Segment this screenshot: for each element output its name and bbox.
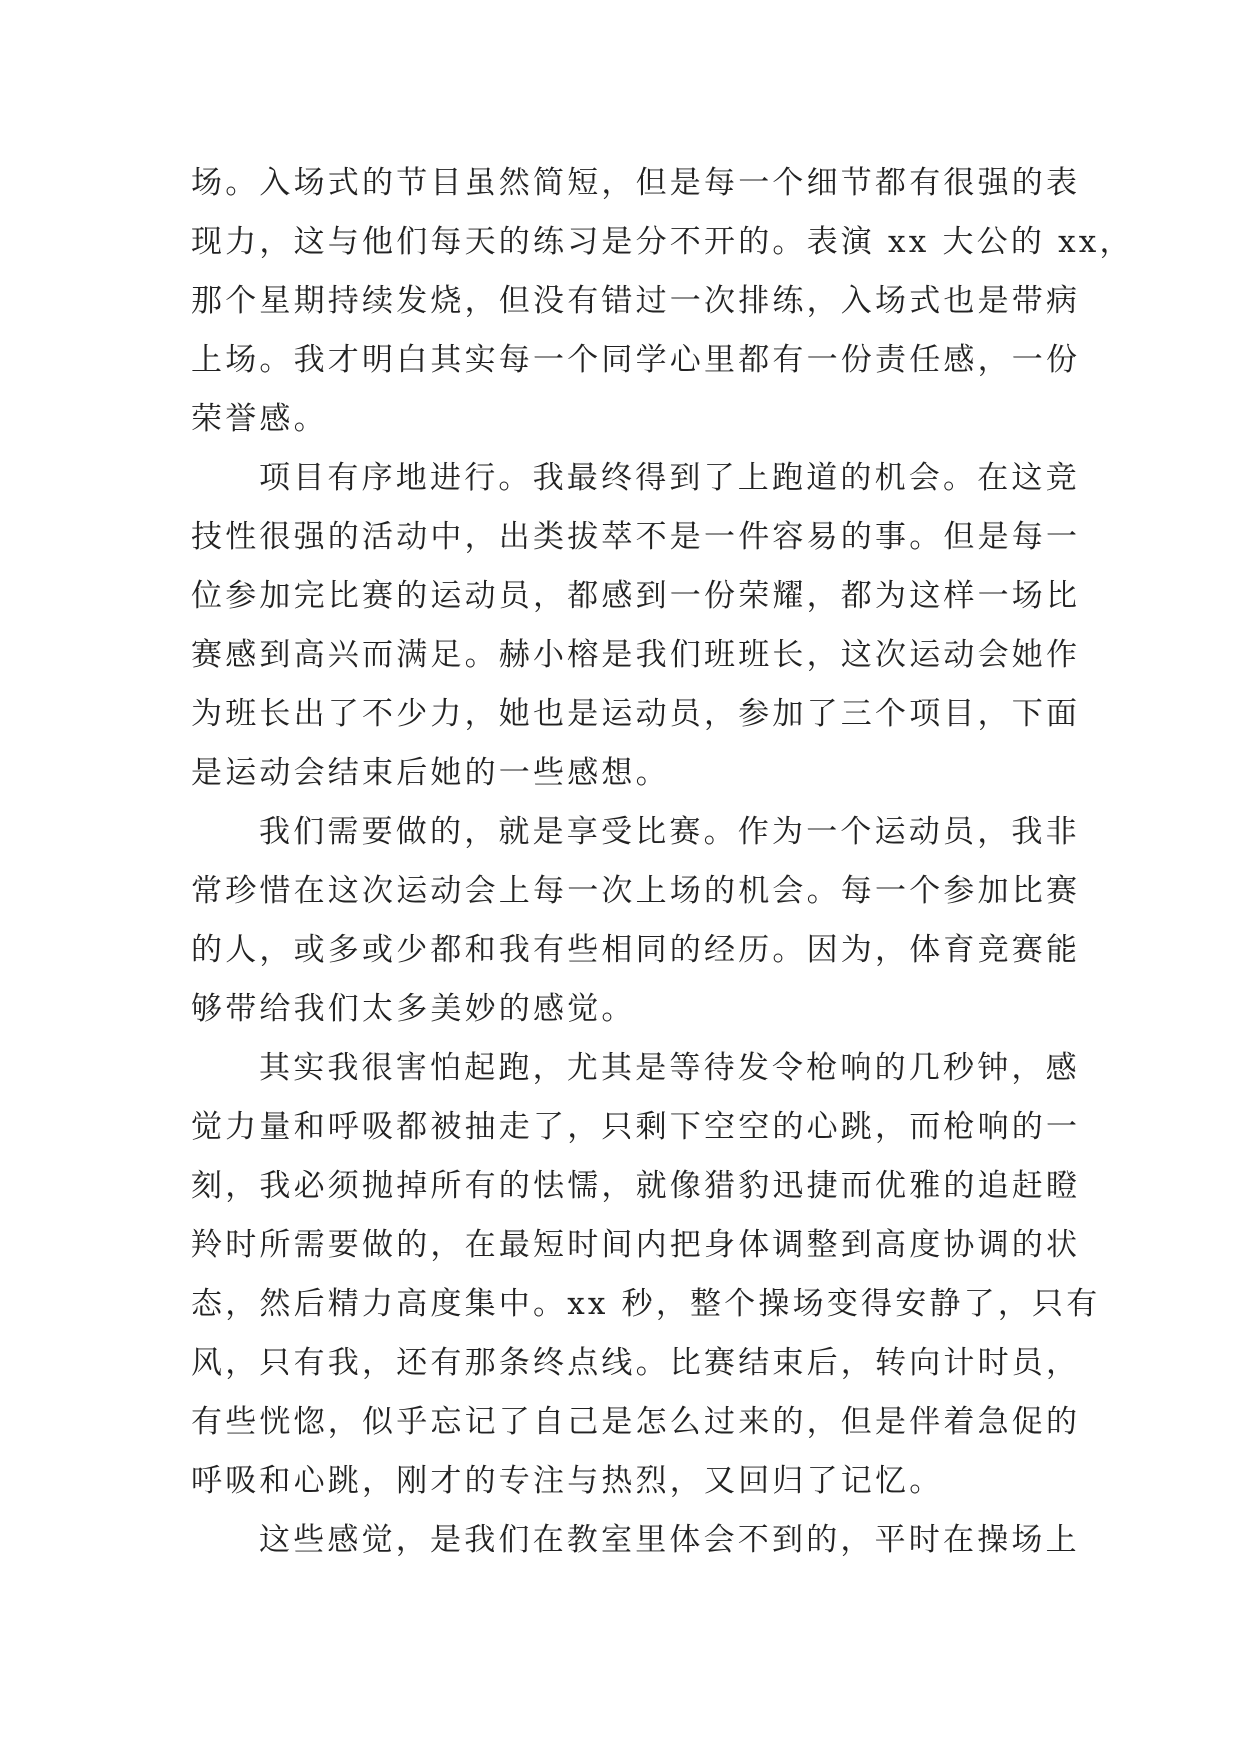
text-line: 项目有序地进行。我最终得到了上跑道的机会。在这竞 [259, 460, 1080, 496]
paragraph-2 [191, 449, 1081, 803]
text-line: 荣誉感。 [191, 401, 328, 437]
text-line: 其实我很害怕起跑，尤其是等待发令枪响的几秒钟，感 [259, 1050, 1080, 1086]
text-line: 这些感觉，是我们在教室里体会不到的，平时在操场上 [259, 1522, 1080, 1558]
text-line: 位参加完比赛的运动员，都感到一份荣耀，都为这样一场比 [191, 578, 1081, 614]
text-line: 够带给我们太多美妙的感觉。 [191, 991, 636, 1027]
text-line: 上场。我才明白其实每一个同学心里都有一份责任感，一份 [191, 342, 1081, 378]
text-line: 羚时所需要做的，在最短时间内把身体调整到高度协调的状 [191, 1227, 1081, 1263]
paragraph-4 [191, 1039, 1101, 1511]
text-line: 是运动会结束后她的一些感想。 [191, 755, 670, 791]
text-line: 现力，这与他们每天的练习是分不开的。表演 xx 大公的 xx， [191, 224, 1134, 260]
text-line: 常珍惜在这次运动会上每一次上场的机会。每一个参加比赛 [191, 873, 1081, 909]
paragraph-1 [191, 154, 1134, 449]
text-line: 我们需要做的，就是享受比赛。作为一个运动员，我非 [259, 814, 1080, 850]
text-line: 场。入场式的节目虽然简短，但是每一个细节都有很强的表 [191, 165, 1081, 201]
text-line: 技性很强的活动中，出类拔萃不是一件容易的事。但是每一 [191, 519, 1081, 555]
text-line: 赛感到高兴而满足。赫小榕是我们班班长，这次运动会她作 [191, 637, 1081, 673]
paragraph-3 [191, 803, 1081, 1039]
text-line: 刻，我必须抛掉所有的怯懦，就像猎豹迅捷而优雅的追赶瞪 [191, 1168, 1081, 1204]
text-line: 态，然后精力高度集中。xx 秒，整个操场变得安静了，只有 [191, 1286, 1101, 1322]
text-line: 有些恍惚，似乎忘记了自己是怎么过来的，但是伴着急促的 [191, 1404, 1081, 1440]
document-body [191, 154, 1134, 1570]
text-line: 为班长出了不少力，她也是运动员，参加了三个项目，下面 [191, 696, 1081, 732]
text-line: 呼吸和心跳，刚才的专注与热烈，又回归了记忆。 [191, 1463, 944, 1499]
text-line: 的人，或多或少都和我有些相同的经历。因为，体育竞赛能 [191, 932, 1081, 968]
text-line: 觉力量和呼吸都被抽走了，只剩下空空的心跳，而枪响的一 [191, 1109, 1081, 1145]
text-line: 风，只有我，还有那条终点线。比赛结束后，转向计时员， [191, 1345, 1081, 1381]
paragraph-5 [191, 1511, 1080, 1570]
text-line: 那个星期持续发烧，但没有错过一次排练，入场式也是带病 [191, 283, 1081, 319]
